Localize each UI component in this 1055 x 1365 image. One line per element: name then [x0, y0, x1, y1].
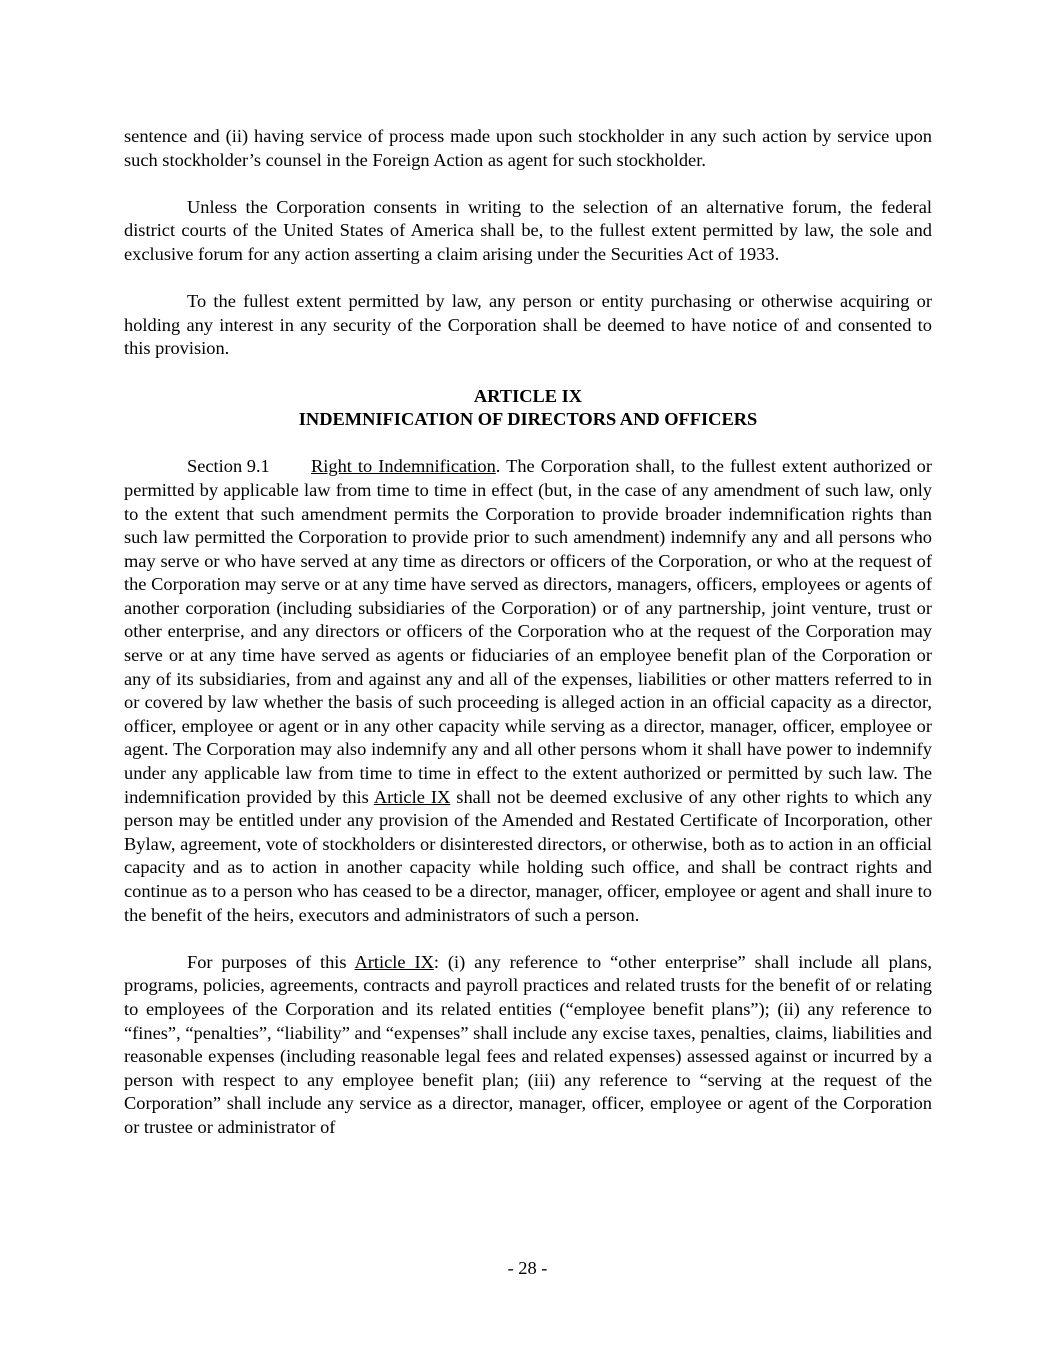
paragraph-exclusive-forum: Unless the Corporation consents in writing to the selection of an alternative forum, the federal district courts of the United States of America shall be, to the fullest extent permitted by law, the sole and exclusive forum for any action asserting a claim arising under the Securities Act of 1933.	[124, 196, 932, 264]
article-title: INDEMNIFICATION OF DIRECTORS AND OFFICERS	[298, 409, 758, 430]
section-text-part-a: . The Corporation shall, to the fullest extent authorized or permitted by applicable law from time to time in effect (but, in the case of any amendment of such law, only to the extent that such amendment permits the Corporation to provide broader indemnification rights than such law permitted the Corporation to provide prior to such amendment) indemnify any and all persons who may serve or who have served at any time as directors or officers of the Corporation, or who at the request of the Corporation may serve or at any time have served as directors, managers, officers, employees or agents of another corporation (including subsidiaries of the Corporation) or of any partnership, joint venture, trust or other enterprise, and any directors or officers of the Corporation who at the request of the Corporation may serve or at any time have served as agents or fiduciaries of an employee benefit plan of the Corporation or any of its subsidiaries, from and against any and all of the expenses, liabilities or other matters referred to in or covered by law whether the basis of such proceeding is alleged action in an official capacity as a director, officer, employee or agent or in any other capacity while serving as a director, manager, officer, employee or agent. The Corporation may also indemnify any and all other persons whom it shall have power to indemnify under any applicable law from time to time in effect to the extent authorized or permitted by such law. The indemnification provided by this	[124, 456, 932, 807]
article-heading: ARTICLE IX	[473, 385, 583, 406]
paragraph-definitions	[124, 951, 932, 1140]
definitions-text-part-b: : (i) any reference to “other enterprise” shall include all plans, programs, policies, agreements, contracts and payroll practices and related trusts for the benefit of or relating to employees of the Corporation and its related entities (“employee benefit plans”); (ii) any reference to “fines”, “penalties”, “liability” and “expenses” shall include any excise taxes, penalties, claims, liabilities and reasonable expenses (including reasonable legal fees and related expenses) assessed against or incurred by a person with respect to any employee benefit plan; (iii) any reference to “serving at the request of the Corporation” shall include any service as a director, manager, officer, employee or agent of the Corporation or trustee or administrator of	[124, 951, 932, 1137]
section-title: Right to Indemnification	[311, 456, 496, 477]
article-heading-block	[124, 385, 932, 432]
article-reference: Article IX	[354, 951, 434, 972]
article-reference: Article IX	[373, 786, 451, 807]
page-number: - 28 -	[507, 1258, 548, 1278]
paragraph-deemed-notice: To the fullest extent permitted by law, any person or entity purchasing or otherwise acquiring or holding any interest in any security of the Corporation shall be deemed to have notice of and consented to this provision.	[124, 291, 932, 359]
section-number: Section 9.1	[187, 456, 270, 477]
section-9-1-paragraph	[124, 455, 932, 927]
paragraph-continuation: sentence and (ii) having service of process made upon such stockholder in any such action by service upon such stockholder’s counsel in the Foreign Action as agent for such stockholder.	[124, 126, 932, 170]
document-page	[124, 125, 932, 1140]
section-text-part-b: shall not be deemed exclusive of any other rights to which any person may be entitled under any provision of the Amended and Restated Certificate of Incorporation, other Bylaw, agreement, vote of stockholders or disinterested directors, or otherwise, both as to action in an official capacity and as to action in another capacity while holding such office, and shall be contract rights and continue as to a person who has ceased to be a director, manager, officer, employee or agent and shall inure to the benefit of the heirs, executors and administrators of such a person.	[124, 786, 933, 925]
definitions-text-part-a: For purposes of this	[187, 951, 355, 972]
